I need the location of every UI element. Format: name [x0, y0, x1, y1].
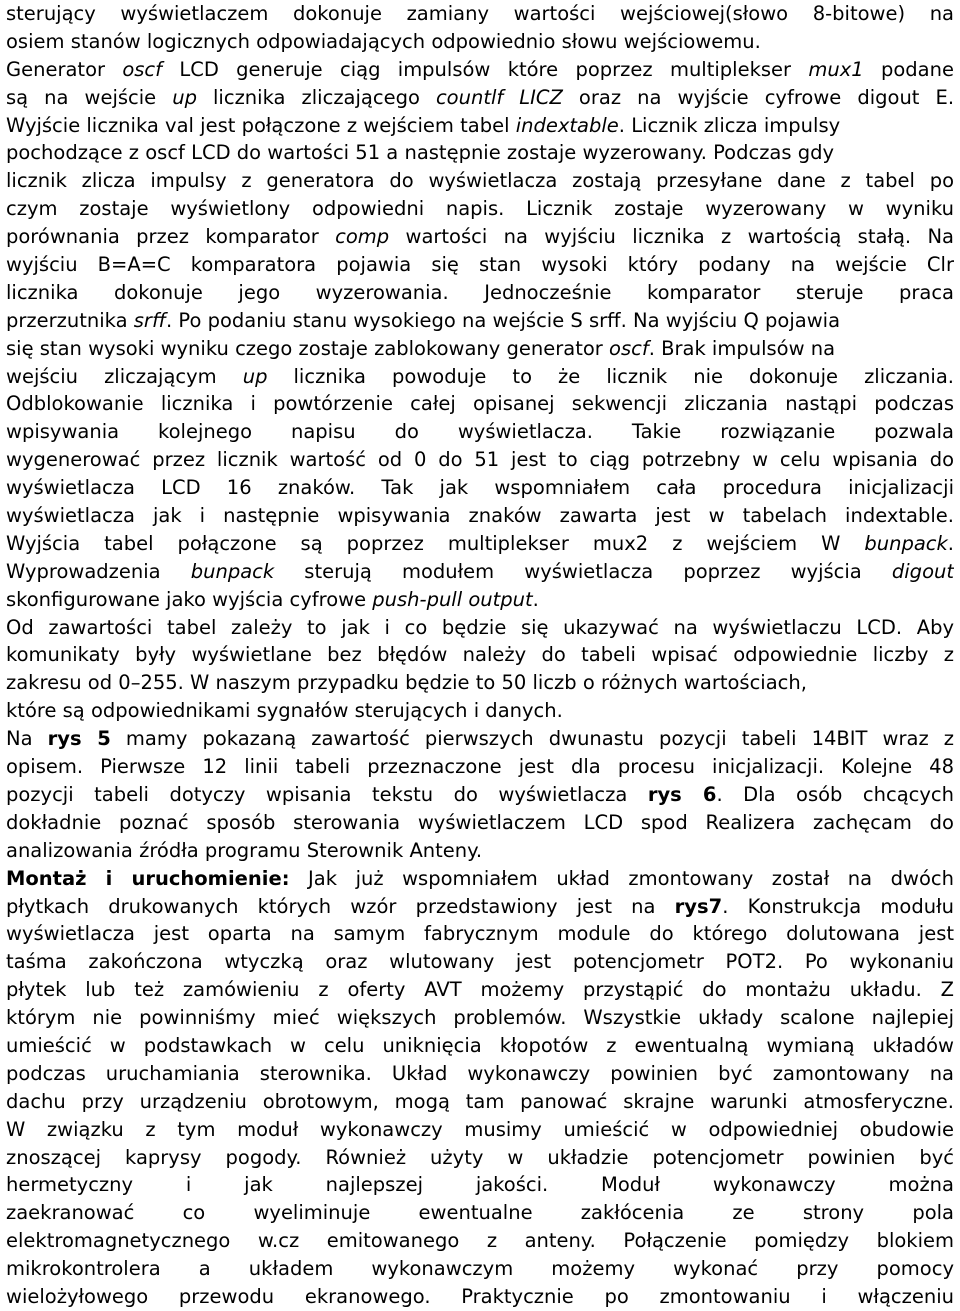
text-line [6, 893, 954, 921]
text-run: wyświetlacza jest oparta na samym fabrycznym module do którego dolutowana jest [6, 922, 954, 946]
text-run: Wyjścia tabel połączone są poprzez multiplekser mux2 z wejściem W [6, 531, 865, 555]
text-run: Wyprowadzenia [6, 559, 191, 583]
text-line [6, 948, 954, 976]
text-line [6, 363, 954, 391]
text-line [6, 418, 954, 446]
bold-text: Montaż i uruchomienie: [6, 866, 290, 890]
text-run: wartości na wyjściu licznika z wartością stałą. Na [389, 225, 954, 249]
text-run: . [947, 531, 954, 555]
text-line [6, 1144, 954, 1172]
text-run: wielożyłowego przewodu ekranowego. Praktycznie po zmontowaniu i włączeniu [6, 1284, 954, 1308]
text-run: elektromagnetycznego w.cz emitowanego z anteny. Połączenie pomiędzy blokiem [6, 1229, 954, 1253]
text-line [6, 1199, 954, 1227]
text-line [6, 28, 954, 56]
text-run: sterują modułem wyświetlacza poprzez wyjścia [274, 559, 892, 583]
text-run: płytek lub też zamówieniu z oferty AVT możemy przystąpić do montażu układu. Z [6, 978, 954, 1002]
bold-text: rys7 [674, 894, 723, 918]
text-run: Odblokowanie licznika i powtórzenie całej opisanej sekwencji zliczania nastąpi podczas [6, 392, 954, 416]
text-run: opisem. Pierwsze 12 linii tabeli przeznaczone jest dla procesu inicjalizacji. Kolejne 48 [6, 755, 954, 779]
italic-text: indextable [515, 113, 619, 137]
italic-text: mux1 [808, 57, 864, 81]
text-run: wygenerować przez licznik wartość od 0 do 51 jest to ciąg potrzebny w celu wpisania do [6, 448, 954, 472]
text-run: skonfigurowane jako wyjścia cyfrowe [6, 587, 373, 611]
text-run: się stan wysoki wyniku czego zostaje zablokowany generator [6, 336, 610, 360]
text-line [6, 614, 954, 642]
text-run: wpisywania kolejnego napisu do wyświetlacza. Takie rozwiązanie pozwala [6, 420, 954, 444]
text-run: dokładnie poznać sposób sterowania wyświetlaczem LCD spod Realizera zachęcam do [6, 810, 954, 834]
text-line [6, 112, 954, 140]
text-run: są na wejście [6, 85, 173, 109]
text-run: licznik zlicza impulsy z generatora do wyświetlacza zostają przesyłane dane z tabel po [6, 169, 954, 193]
text-run: zakresu od 0–255. W naszym przypadku będzie to 50 liczb o różnych wartościach, [6, 671, 807, 695]
text-line [6, 1088, 954, 1116]
text-run: analizowania źródła programu Sterownik Anteny. [6, 838, 483, 862]
text-run: . Konstrukcja modułu [722, 894, 954, 918]
text-run: licznika zliczającego [196, 85, 436, 109]
text-line [6, 223, 954, 251]
text-run: pozycji tabeli dotyczy wpisania tekstu do wyświetlacza [6, 782, 648, 806]
text-run: znoszącej kaprysy pogody. Również użyty w układzie potencjometr powinien być [6, 1145, 954, 1169]
text-run: dachu przy urządzeniu obrotowym, mogą tam panować skrajne warunki atmosferyczne. [6, 1089, 954, 1113]
text-run: którym nie powinniśmy mieć większych problemów. Wszystkie układy scalone najlepiej [6, 1006, 954, 1030]
italic-text: up [242, 364, 268, 388]
text-line [6, 725, 954, 753]
text-run: mamy pokazaną zawartość pierwszych dwunastu pozycji tabeli 14BIT wraz z [110, 727, 954, 751]
text-line [6, 920, 954, 948]
text-run: Od zawartości tabel zależy to jak i co będzie się ukazywać na wyświetlaczu LCD. Aby [6, 615, 954, 639]
italic-text: oscf [122, 57, 163, 81]
text-run: . Dla osób chcących [716, 782, 954, 806]
italic-text: digout [891, 559, 954, 583]
text-line [6, 1004, 954, 1032]
text-line [6, 167, 954, 195]
text-run: umieścić w podstawkach w celu uniknięcia kłopotów z ewentualną wymianą układów [6, 1033, 954, 1057]
text-run: przerzutnika [6, 308, 134, 332]
text-line [6, 195, 954, 223]
text-run: W związku z tym moduł wykonawczy musimy umieścić w odpowiedniej obudowie [6, 1117, 954, 1141]
text-run: zaekranować co wyeliminuje ewentualne zakłócenia ze strony pola [6, 1201, 954, 1225]
text-line [6, 446, 954, 474]
text-line [6, 865, 954, 893]
text-run: komunikaty były wyświetlane bez błędów należy do tabeli wpisać odpowiednie liczby z [6, 643, 954, 667]
text-run: wyjściu B=A=C komparatora pojawia się stan wysoki który podany na wejście Clr [6, 253, 954, 277]
italic-text: srff [133, 308, 167, 332]
text-line [6, 390, 954, 418]
text-run: Wyjście licznika val jest połączone z wejściem tabel [6, 113, 516, 137]
text-line [6, 976, 954, 1004]
text-run: osiem stanów logicznych odpowiadających odpowiednio słowu wejściowemu. [6, 29, 761, 53]
italic-text: up [172, 85, 197, 109]
text-line [6, 1171, 954, 1199]
text-line [6, 139, 954, 167]
text-line [6, 56, 954, 84]
text-run: taśma zakończona wtyczką oraz wlutowany jest potencjometr POT2. Po wykonaniu [6, 950, 954, 974]
text-line [6, 1227, 954, 1255]
text-line [6, 781, 954, 809]
text-run: porównania przez komparator [6, 225, 336, 249]
text-line [6, 1116, 954, 1144]
italic-text: bunpack [864, 531, 948, 555]
italic-text: comp [335, 225, 390, 249]
text-line [6, 837, 954, 865]
text-run: podane [863, 57, 954, 81]
italic-text: countlf LICZ [435, 85, 563, 109]
italic-text: bunpack [190, 559, 275, 583]
text-run: sterujący wyświetlaczem dokonuje zamiany wartości wejściowej(słowo 8-bitowe) na [6, 2, 954, 25]
text-line [6, 335, 954, 363]
text-run: wejściu zliczającym [6, 364, 243, 388]
text-line [6, 0, 954, 28]
text-line [6, 502, 954, 530]
text-run: wyświetlacza jak i następnie wpisywania znaków zawarta jest w tabelach indextable. [6, 504, 954, 528]
text-line [6, 1255, 954, 1283]
text-run: Generator [6, 57, 123, 81]
italic-text: push-pull output [372, 587, 533, 611]
text-line [6, 669, 954, 697]
text-run: . Po podaniu stanu wysokiego na wejście S srff. Na wyjściu Q pojawia [166, 308, 841, 332]
text-run: podczas uruchamiania sterownika. Układ wykonawczy powinien być zamontowany na [6, 1061, 954, 1085]
text-run: Jak już wspomniałem układ zmontowany został na dwóch [289, 866, 954, 890]
text-line [6, 809, 954, 837]
text-line [6, 279, 954, 307]
text-run: czym zostaje wyświetlony odpowiedni napis. Licznik zostaje wyzerowany w wyniku [6, 197, 954, 221]
text-line [6, 1060, 954, 1088]
italic-text: oscf [609, 336, 649, 360]
text-line [6, 251, 954, 279]
text-line [6, 1283, 954, 1311]
text-line [6, 84, 954, 112]
text-run: . [532, 587, 539, 611]
text-run: LCD generuje ciąg impulsów które poprzez multiplekser [162, 57, 809, 81]
text-run: . Brak impulsów na [648, 336, 836, 360]
text-run: licznika powoduje to że licznik nie dokonuje zliczania. [267, 364, 954, 388]
text-line [6, 753, 954, 781]
text-run: mikrokontrolera a układem wykonawczym możemy wykonać przy pomocy [6, 1257, 954, 1281]
text-run: licznika dokonuje jego wyzerowania. Jednocześnie komparator steruje praca [6, 280, 954, 304]
bold-text: rys 5 [47, 727, 111, 751]
text-run: Na [6, 727, 48, 751]
text-run: płytkach drukowanych których wzór przedstawiony jest na [6, 894, 675, 918]
text-line [6, 1032, 954, 1060]
text-line [6, 474, 954, 502]
text-line [6, 586, 954, 614]
text-run: hermetyczny i jak najlepszej jakości. Moduł wykonawczy można [6, 1173, 954, 1197]
text-run: . Licznik zlicza impulsy [618, 113, 841, 137]
text-run: pochodzące z oscf LCD do wartości 51 a następnie zostaje wyzerowany. Podczas gdy [6, 141, 835, 165]
text-line [6, 530, 954, 558]
text-run: które są odpowiednikami sygnałów sterujących i danych. [6, 699, 563, 723]
text-run: oraz na wyjście cyfrowe digout E. [562, 85, 954, 109]
text-line [6, 697, 954, 725]
text-run: wyświetlacza LCD 16 znaków. Tak jak wspomniałem cała procedura inicjalizacji [6, 476, 954, 500]
text-line [6, 641, 954, 669]
text-line [6, 307, 954, 335]
text-line [6, 558, 954, 586]
bold-text: rys 6 [647, 782, 717, 806]
